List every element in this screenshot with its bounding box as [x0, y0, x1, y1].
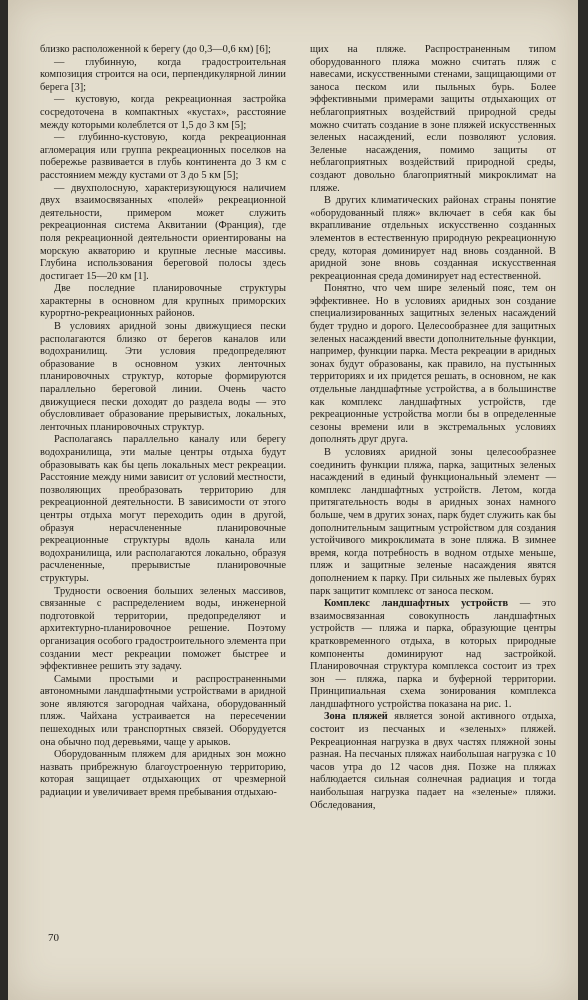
paragraph: — кустовую, когда рекреационная застройка сосредоточена в компактных «кустах», расстояние между которыми колеблется от 1,5 до 3 км [5];	[40, 94, 286, 131]
left-column	[40, 44, 286, 800]
paragraph: Самыми простыми и распространенными автономными ландшафтными устройствами в аридной зоне являются загородная чайхана, оборудованный пляж. Чайхана устраивается на пересечении пешеходных или транспортных связей. Оборудуется она обычно под деревьями, чаще у арыков.	[40, 673, 286, 748]
paragraph: Трудности освоения больших зеленых массивов, связанные с распределением воды, инженерной подготовкой территории, предопределяют и архитектурно-планировочное решение. Поэтому организация особого градостроительного элемента при создании мест рекреации поможет быстрее и эффективнее решить эту задачу.	[40, 585, 286, 673]
page-number: 70	[48, 932, 59, 944]
paragraph	[310, 711, 556, 812]
paragraph: Оборудованным пляжем для аридных зон можно назвать прибрежную благоустроенную территорию, которая защищает отдыхающих от чрезмерной радиации и увеличивает время пребывания отдыхаю-	[40, 749, 286, 799]
paragraph: В условиях аридной зоны целесообразнее соединить функции пляжа, парка, защитных зеленых насаждений в единый функциональный элемент — комплекс ландшафтных устройств. Летом, когда притягательность воды в аридных зонах намного больше, чем в других зонах, парк будет служить как бы дополнительным защитным устройством для создания устойчивого микроклимата в зоне пляжа. В зимнее время, когда потребность в водном отдыхе меньше, пляж и защитные зеленые насаждения явятся дополнением к парку. При сильных же пылевых бурях парк защитит комплекс от заноса песком.	[310, 447, 556, 597]
paragraph: Понятно, что чем шире зеленый пояс, тем он эффективнее. Но в условиях аридных зон создание специализированных защитных зеленых насаждений будет трудно и дорого. Целесообразнее для защитных зеленых насаждений ввести дополнительные функции, например, функции парка. Места рекреации в аридных зонах будут образованы, как правило, на пустынных территориях и их придется решать, в основном, не как отдельные ландшафтные устройства, а в большинстве как комплекс ландшафтных устройств, где рекреационные устройства могли бы в определенные сезоны времени или в экстремальных условиях дополнять друг друга.	[310, 283, 556, 446]
book-page	[8, 0, 578, 1000]
paragraph: щих на пляже. Распространенным типом оборудованного пляжа можно считать пляж с навесами, искусственными стенами, защищающими от заноса песком или пыльных бурь. Более эффективными примерами защиты отдыхающих от неблагоприятных воздействий природной среды можно считать создание в зоне пляжей искусственных зеленых насаждений, если позволяют условия. Зеленые насаждения, помимо защиты от неблагоприятных воздействий природной среды, создают довольно благоприятный микроклимат на пляже.	[310, 44, 556, 194]
paragraph-text: — это взаимосвязанная совокупность ландшафтных устройств — пляжа и парка, образующие центры кратковременного отдыха, в которых природные компоненты доминируют над застройкой. Планировочная структура комплекса состоит из трех зон — пляжа, парка и буферной территории. Принципиальная схема зонирования комплекса ландшафтного устройства показана на рис. 1.	[310, 598, 556, 710]
right-column	[310, 44, 556, 812]
paragraph: В условиях аридной зоны движущиеся пески располагаются близко от берегов каналов или водохранилищ. Эти условия предопределяют образование в основном узких ленточных планировочных структур, которые формируются параллельно береговой линии. Очень часто движущиеся пески доходят до раздела воды — это обусловливает образование прерывистых, локальных, ленточных планировочных структур.	[40, 321, 286, 433]
paragraph: Располагаясь параллельно каналу или берегу водохранилища, эти малые центры отдыха будут образовывать как бы цепь локальных мест рекреации. Расстояние между ними зависит от условий местности, позволяющих преобразовать территорию для рекреационной деятельности. В зависимости от этого центры отдыха могут переходить один в другой, образуя нерасчлененные планировочные рекреационные структуры вдоль канала или водохранилища, или располагаются локально, образуя расчлененные, прерывистые планировочные структуры.	[40, 434, 286, 584]
paragraph: — двухполосную, характеризующуюся наличием двух взаимосвязанных «полей» рекреационной деятельности, примером может служить рекреационная система Аквитании (Франция), где поля рекреационной деятельности ориентированы на морскую акваторию и крупные лесные массивы. Глубина использования береговой полосы здесь достигает 15—20 км [1].	[40, 182, 286, 282]
paragraph: близко расположенной к берегу (до 0,3—0,6 км) [6];	[40, 44, 271, 55]
paragraph-term: Комплекс ландшафтных устройств	[324, 598, 509, 610]
paragraph: В других климатических районах страны понятие «оборудованный пляж» включает в себя как бы вкрапливание отдельных искусственно созданных элементов в естественную природную рекреационную среду, которая доминирует над вновь созданной. В аридной зоне вновь созданная искусственная рекреационная среда доминирует над естественной.	[310, 195, 556, 282]
paragraph: — глубинно-кустовую, когда рекреационная агломерация или группа рекреационных поселков на побережье развивается в глубь континента до 3 км с расстоянием между кустами от 3 до 5 км [5];	[40, 132, 286, 181]
paragraph-text: является зоной активного отдыха, состоит из песчаных и «зеленых» пляжей. Рекреационная нагрузка в двух частях пляжной зоны разная. На песчаных пляжах наибольшая нагрузка с 10 часов утра до 12 часов дня. Позже на пляжах наблюдается сильная солнечная радиация и тогда наибольшая нагрузка падает на «зеленые» пляжи. Обследования,	[310, 711, 556, 811]
paragraph: Две последние планировочные структуры характерны в основном для крупных приморских курортно-рекреационных районов.	[40, 283, 286, 320]
paragraph	[310, 598, 556, 711]
paragraph-term: Зона пляжей	[324, 711, 388, 723]
paragraph: — глубинную, когда градостроительная композиция строится на оси, перпендикулярной линии берега [3];	[40, 56, 286, 93]
